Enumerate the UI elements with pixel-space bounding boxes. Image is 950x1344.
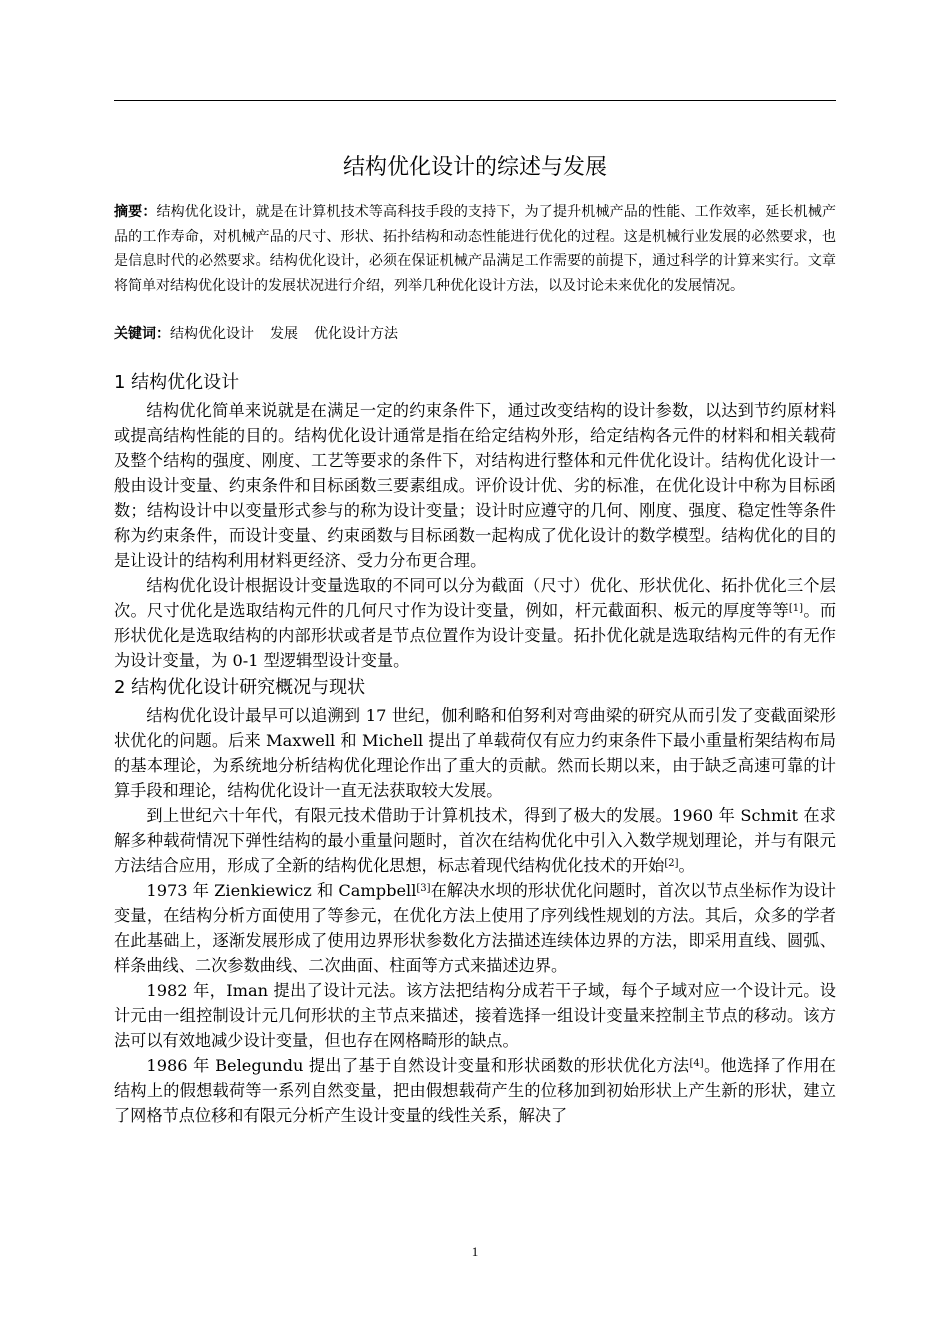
paragraph-text: 1973 年 Zienkiewicz 和 Campbell [146, 881, 417, 900]
keyword: 发展 [270, 326, 298, 342]
page-number: 1 [471, 1244, 479, 1259]
paragraph: 结构优化简单来说就是在满足一定的约束条件下，通过改变结构的设计参数，以达到节约原材料或提高结构性能的目的。结构优化设计通常是指在给定结构外形，给定结构各元件的材料和相关载荷及整个结构的强度、刚度、工艺等要求的条件下，对结构进行整体和元件优化设计。结构优化设计一般由设计变量、约束条件和目标函数三要素组成。评价设计优、劣的标准，在优化设计中称为目标函数；结构设计中以变量形式参与的称为设计变量；设计时应遵守的几何、刚度、强度、稳定性等条件称为约束条件，而设计变量、约束函数与目标函数一起构成了优化设计的数学模型。结构优化的目的是让设计的结构利用材料更经济、受力分布更合理。 [114, 401, 836, 570]
paragraph [114, 803, 836, 878]
abstract [114, 200, 836, 298]
paragraph [114, 573, 836, 673]
keyword: 优化设计方法 [314, 326, 398, 342]
abstract-label: 摘要： [114, 204, 157, 220]
citation: [4] [689, 1058, 704, 1069]
citation: [3] [416, 883, 431, 894]
body-text [114, 368, 836, 1128]
keywords [114, 322, 836, 346]
keywords-label: 关键词： [114, 326, 170, 342]
paragraph [114, 878, 836, 978]
paragraph-text: 1986 年 Belegundu 提出了基于自然设计变量和形状函数的形状优化方法 [146, 1056, 690, 1075]
paragraph: 结构优化设计最早可以追溯到 17 世纪，伽利略和伯努利对弯曲梁的研究从而引发了变截面梁形状优化的问题。后来 Maxwell 和 Michell 提出了单载荷仅有应力约束条件下最小重量桁架结构布局的基本理论，为系统地分析结构优化理论作出了重大的贡献。然而长期以来，由于缺乏高速可靠的计算手段和理论，结构优化设计一直无法获取较大发展。 [114, 706, 836, 800]
paragraph: 1982 年，Iman 提出了设计元法。该方法把结构分成若干子域，每个子域对应一个设计元。设计元由一组控制设计元几何形状的主节点来描述，接着选择一组设计变量来控制主节点的移动。该方法可以有效地减少设计变量，但也存在网格畸形的缺点。 [114, 981, 836, 1050]
header-rule [114, 100, 836, 101]
paragraph-text: 结构优化设计根据设计变量选取的不同可以分为截面（尺寸）优化、形状优化、拓扑优化三个层次。尺寸优化是选取结构元件的几何尺寸作为设计变量，例如，杆元截面积、板元的厚度等等 [114, 576, 836, 620]
section-heading: 2 结构优化设计研究概况与现状 [114, 677, 366, 698]
paragraph-text: 。他选择了作用在结构上的假想载荷等一系列自然变量，把由假想载荷产生的位移加到初始形状上产生新的形状，建立了网格节点位移和有限元分析产生设计变量的线性关系，解决了 [114, 1056, 836, 1125]
paragraph-text: 。而形状优化是选取结构的内部形状或者是节点位置作为设计变量。拓扑优化就是选取结构元件的有无作为设计变量，为 0-1 型逻辑型设计变量。 [114, 601, 837, 670]
abstract-text: 结构优化设计，就是在计算机技术等高科技手段的支持下，为了提升机械产品的性能、工作效率，延长机械产品的工作寿命，对机械产品的尺寸、形状、拓扑结构和动态性能进行优化的过程。这是机械行业发展的必然要求，也是信息时代的必然要求。结构优化设计，必须在保证机械产品满足工作需要的前提下，通过科学的计算来实行。文章将简单对结构优化设计的发展状况进行介绍，列举几种优化设计方法，以及讨论未来优化的发展情况。 [114, 204, 837, 294]
citation: [1] [788, 603, 804, 614]
paragraph-text: 。 [678, 856, 695, 875]
paragraph-text: 到上世纪六十年代，有限元技术借助于计算机技术，得到了极大的发展。1960 年 Schmit 在求解多种载荷情况下弹性结构的最小重量问题时，首次在结构优化中引入入数学规划理论，并与有限元方法结合应用，形成了全新的结构优化思想，标志着现代结构优化技术的开始 [114, 806, 836, 875]
keyword: 结构优化设计 [170, 326, 254, 342]
citation: [2] [664, 858, 679, 869]
paragraph-text: 在解决水坝的形状优化问题时，首次以节点坐标作为设计变量，在结构分析方面使用了等参元，在优化方法上使用了序列线性规划的方法。其后，众多的学者在此基础上，逐渐发展形成了使用边界形状参数化方法描述连续体边界的方法，即采用直线、圆弧、样条曲线、二次参数曲线、二次曲面、柱面等方式来描述边界。 [114, 881, 836, 975]
section-heading: 1 结构优化设计 [114, 372, 240, 393]
paragraph [114, 1053, 836, 1128]
paper-title: 结构优化设计的综述与发展 [342, 155, 607, 180]
